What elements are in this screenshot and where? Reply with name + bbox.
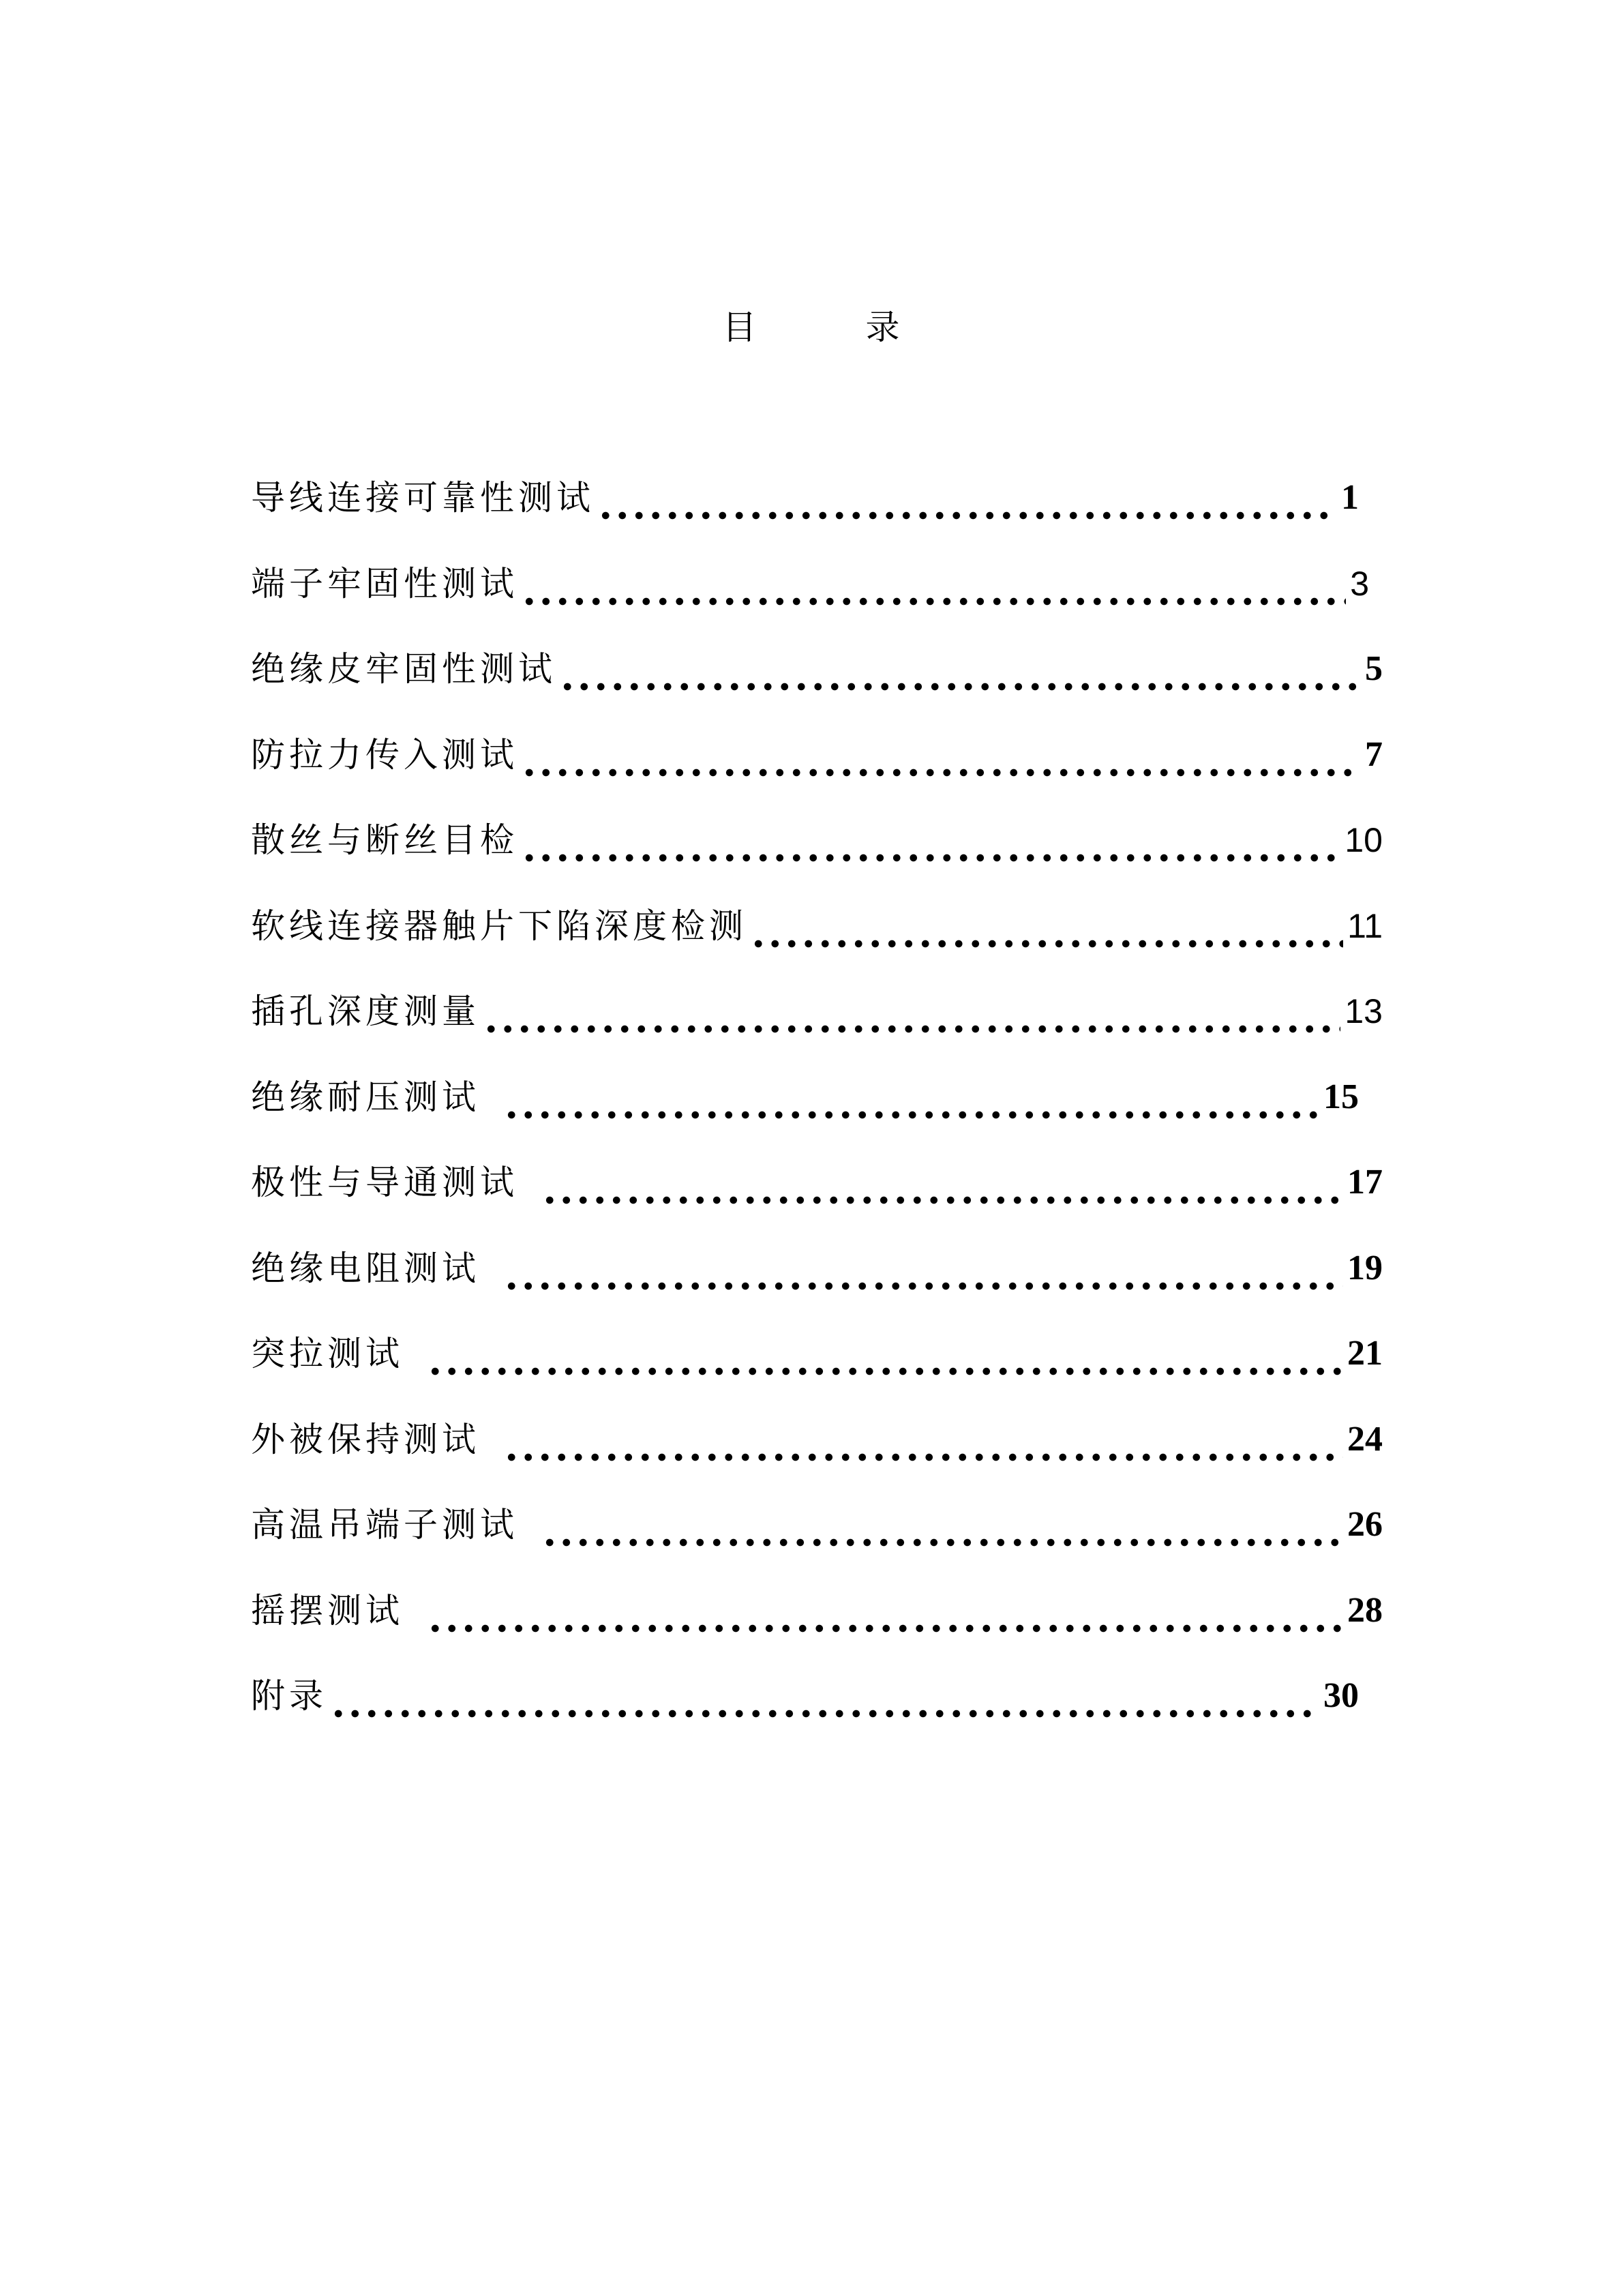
toc-entry-title: 软线连接器触片下陷深度检测 [251, 906, 747, 946]
toc-entry[interactable] [251, 1155, 1383, 1241]
toc-entry[interactable] [251, 642, 1383, 728]
toc-entry-title: 绝缘皮牢固性测试 [251, 649, 556, 689]
table-of-contents [251, 471, 1383, 1755]
toc-entry[interactable] [251, 1070, 1359, 1156]
dot-leader [427, 1583, 1343, 1638]
dot-leader [503, 1070, 1319, 1124]
toc-entry-page: 7 [1365, 734, 1383, 774]
toc-entry-page: 21 [1347, 1334, 1383, 1373]
dot-leader [597, 471, 1336, 525]
toc-entry-title: 突拉测试 [251, 1334, 404, 1373]
dot-leader [503, 1412, 1343, 1467]
toc-entry[interactable] [251, 1412, 1383, 1498]
toc-entry-title: 绝缘耐压测试 [251, 1077, 480, 1117]
dot-leader [521, 813, 1340, 867]
dot-leader [541, 1155, 1343, 1210]
dot-leader [330, 1669, 1319, 1723]
toc-entry-page: 13 [1345, 992, 1383, 1030]
dot-leader [541, 1497, 1343, 1552]
toc-entry-page: 1 [1341, 478, 1359, 517]
toc-entry[interactable] [251, 1497, 1383, 1583]
toc-entry-title: 极性与导通测试 [251, 1163, 518, 1202]
dot-leader [503, 1241, 1343, 1296]
toc-entry[interactable] [251, 1241, 1383, 1327]
toc-entry[interactable] [251, 984, 1383, 1070]
toc-entry-page: 19 [1347, 1248, 1383, 1287]
toc-entry-page: 17 [1347, 1163, 1383, 1202]
toc-entry-page: 3 [1350, 564, 1369, 603]
toc-entry-title: 端子牢固性测试 [251, 563, 518, 603]
toc-entry-page: 24 [1347, 1419, 1383, 1459]
toc-entry-title: 导线连接可靠性测试 [251, 478, 595, 518]
toc-entry-page: 26 [1347, 1505, 1383, 1544]
toc-entry-title: 附录 [251, 1676, 327, 1716]
toc-entry[interactable] [251, 813, 1383, 899]
toc-entry-title: 散丝与断丝目检 [251, 820, 518, 860]
toc-entry[interactable] [251, 1326, 1383, 1412]
toc-entry-title: 插孔深度测量 [251, 992, 480, 1031]
dot-leader [521, 728, 1360, 782]
toc-entry-title: 绝缘电阻测试 [251, 1248, 480, 1288]
toc-entry-page: 11 [1347, 906, 1383, 945]
dot-leader [427, 1326, 1343, 1381]
dot-leader [521, 556, 1346, 611]
toc-entry[interactable] [251, 471, 1359, 556]
toc-entry[interactable] [251, 1669, 1359, 1755]
toc-entry-page: 5 [1365, 649, 1383, 688]
toc-entry[interactable] [251, 728, 1383, 814]
page-title [0, 300, 1622, 355]
page-title-char: 录 [865, 308, 900, 347]
toc-entry-title: 外被保持测试 [251, 1419, 480, 1459]
page-title-char: 目 [722, 308, 757, 347]
toc-entry[interactable] [251, 1583, 1383, 1669]
toc-entry-page: 28 [1347, 1590, 1383, 1630]
toc-entry[interactable] [251, 899, 1383, 985]
toc-entry-page: 30 [1323, 1676, 1359, 1715]
toc-entry-page: 10 [1345, 821, 1383, 859]
toc-entry-page: 15 [1323, 1077, 1359, 1116]
toc-entry-title: 摇摆测试 [251, 1590, 404, 1630]
toc-entry[interactable] [251, 556, 1369, 642]
dot-leader [483, 984, 1340, 1039]
dot-leader [559, 642, 1360, 696]
toc-entry-title: 防拉力传入测试 [251, 734, 518, 775]
toc-entry-title: 高温吊端子测试 [251, 1505, 518, 1545]
dot-leader [750, 899, 1343, 953]
